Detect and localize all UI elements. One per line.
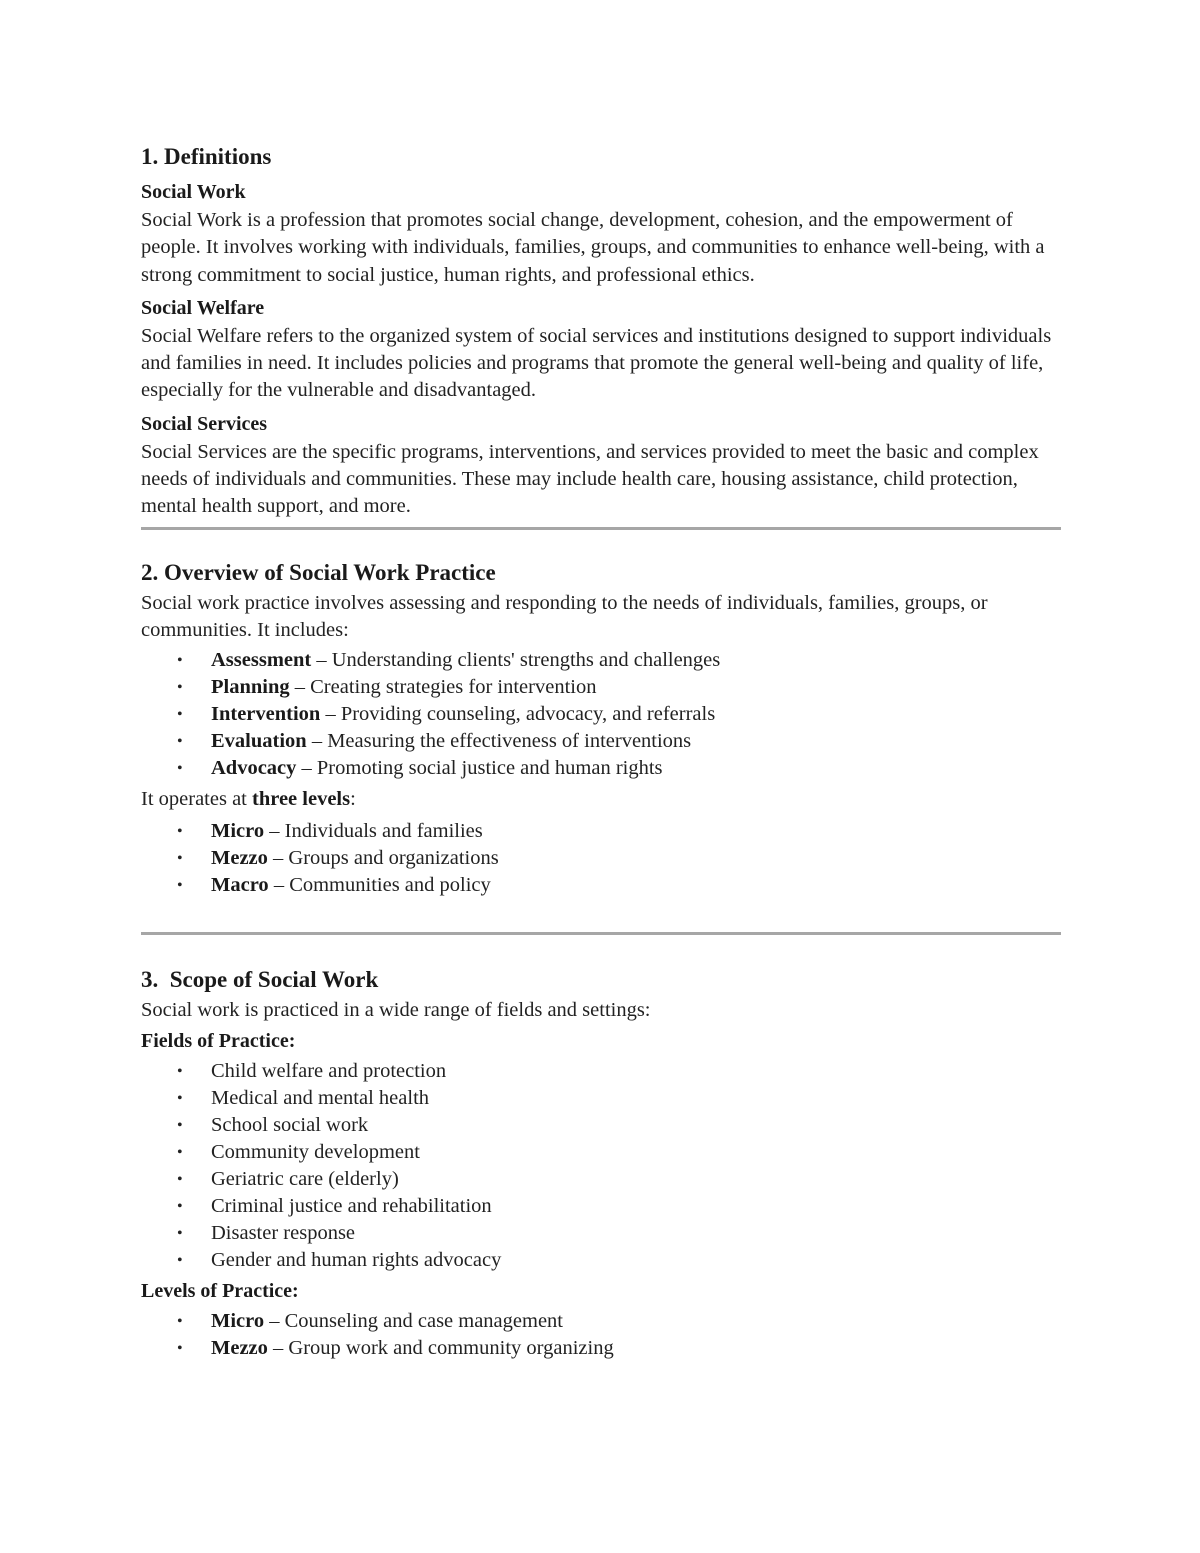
section-title: 2. Overview of Social Work Practice <box>141 559 496 585</box>
section-divider <box>141 527 1061 530</box>
item-term: Planning <box>211 676 290 699</box>
bullet-icon: • <box>177 1062 183 1080</box>
item-desc: – Promoting social justice and human rights <box>296 757 663 780</box>
list-item <box>141 1085 1061 1112</box>
bullet-icon: • <box>177 1089 183 1107</box>
section-scope <box>141 963 1061 1362</box>
section-title: 1. Definitions <box>141 144 272 169</box>
bullet-icon: • <box>177 849 183 867</box>
levels-heading: Levels of Practice: <box>141 1279 299 1302</box>
list-item <box>141 1335 1061 1362</box>
list-item <box>141 674 1061 701</box>
item-desc: – Counseling and case management <box>264 1309 563 1332</box>
list-item <box>141 1308 1061 1335</box>
item-desc: – Individuals and families <box>264 819 483 842</box>
item-desc: – Measuring the effectiveness of interventions <box>306 730 692 753</box>
section-title: 3. Scope of Social Work <box>141 966 379 992</box>
list-item <box>141 728 1061 755</box>
bullet-icon: • <box>177 1197 183 1215</box>
definition-heading: Social Welfare <box>141 296 265 319</box>
list-item <box>141 1058 1061 1085</box>
list-item <box>141 1247 1061 1274</box>
definition-heading: Social Work <box>141 181 246 203</box>
item-desc: – Communities and policy <box>268 873 491 896</box>
item-term: Mezzo <box>211 1336 268 1359</box>
list-item <box>141 1166 1061 1193</box>
section-overview <box>141 556 1061 899</box>
bullet-icon: • <box>177 706 183 724</box>
list-item <box>141 701 1061 728</box>
item-text: Geriatric care (elderly) <box>211 1167 399 1190</box>
item-desc: – Providing counseling, advocacy, and referrals <box>320 703 716 726</box>
item-term: Assessment <box>211 649 312 672</box>
section-intro: Social work practice involves assessing and responding to the needs of individuals, families, groups, or communities. It includes: <box>141 591 988 641</box>
item-text: Community development <box>211 1140 420 1163</box>
levels-list <box>141 1308 1061 1362</box>
definition-text: Social Work is a profession that promotes social change, development, cohesion, and the empowerment of people. It involves working with individuals, families, groups, and communities to enhance well-being, with a strong commitment to social justice, human rights, and professional ethics. <box>141 209 1045 286</box>
item-term: Advocacy <box>211 757 297 780</box>
levels-list <box>141 818 1061 899</box>
item-term: Intervention <box>211 703 321 726</box>
bullet-icon: • <box>177 1143 183 1161</box>
definition-text: Social Services are the specific programs, interventions, and services provided to meet the basic and complex needs of individuals and communities. These may include health care, housing assistance, child protection, mental health support, and more. <box>141 440 1039 518</box>
bullet-icon: • <box>177 1170 183 1188</box>
list-item <box>141 647 1061 674</box>
bullet-icon: • <box>177 1116 183 1134</box>
item-text: Criminal justice and rehabilitation <box>211 1194 492 1217</box>
bullet-icon: • <box>177 652 183 670</box>
item-term: Micro <box>211 819 265 842</box>
bullet-icon: • <box>177 679 183 697</box>
fields-heading: Fields of Practice: <box>141 1029 296 1052</box>
item-desc: – Group work and community organizing <box>267 1336 614 1359</box>
list-item <box>141 818 1061 845</box>
item-term: Mezzo <box>211 846 268 869</box>
item-desc: – Understanding clients' strengths and challenges <box>311 649 721 672</box>
list-item <box>141 1139 1061 1166</box>
item-term: Micro <box>211 1309 265 1332</box>
list-item <box>141 872 1061 899</box>
item-desc: – Creating strategies for intervention <box>289 676 597 699</box>
list-item <box>141 755 1061 782</box>
levels-intro: It operates at three levels: <box>141 788 356 811</box>
item-text: Medical and mental health <box>211 1086 430 1109</box>
definition-text: Social Welfare refers to the organized system of social services and institutions designed to support individuals and families in need. It includes policies and programs that promote the general well-being and quality of life, especially for the vulnerable and disadvantaged. <box>141 324 1052 402</box>
section-definitions <box>141 140 1061 521</box>
bullet-icon: • <box>177 733 183 751</box>
list-item <box>141 1112 1061 1139</box>
definition-heading: Social Services <box>141 412 268 435</box>
fields-list <box>141 1058 1061 1274</box>
bullet-icon: • <box>177 876 183 894</box>
list-item <box>141 1193 1061 1220</box>
item-text: Child welfare and protection <box>211 1059 447 1082</box>
bullet-icon: • <box>177 760 183 778</box>
bullet-icon: • <box>177 1339 183 1357</box>
list-item <box>141 1220 1061 1247</box>
section-divider <box>141 932 1061 935</box>
bullet-icon: • <box>177 1312 183 1330</box>
item-text: Disaster response <box>211 1221 356 1244</box>
item-text: Gender and human rights advocacy <box>211 1248 502 1271</box>
list-item <box>141 845 1061 872</box>
practice-list <box>141 647 1061 782</box>
bullet-icon: • <box>177 822 183 840</box>
item-term: Macro <box>211 873 269 896</box>
bullet-icon: • <box>177 1224 183 1242</box>
item-term: Evaluation <box>211 730 307 753</box>
item-desc: – Groups and organizations <box>267 846 499 869</box>
document-page <box>141 140 1061 1362</box>
section-intro: Social work is practiced in a wide range of fields and settings: <box>141 998 651 1021</box>
item-text: School social work <box>211 1113 369 1136</box>
bullet-icon: • <box>177 1251 183 1269</box>
